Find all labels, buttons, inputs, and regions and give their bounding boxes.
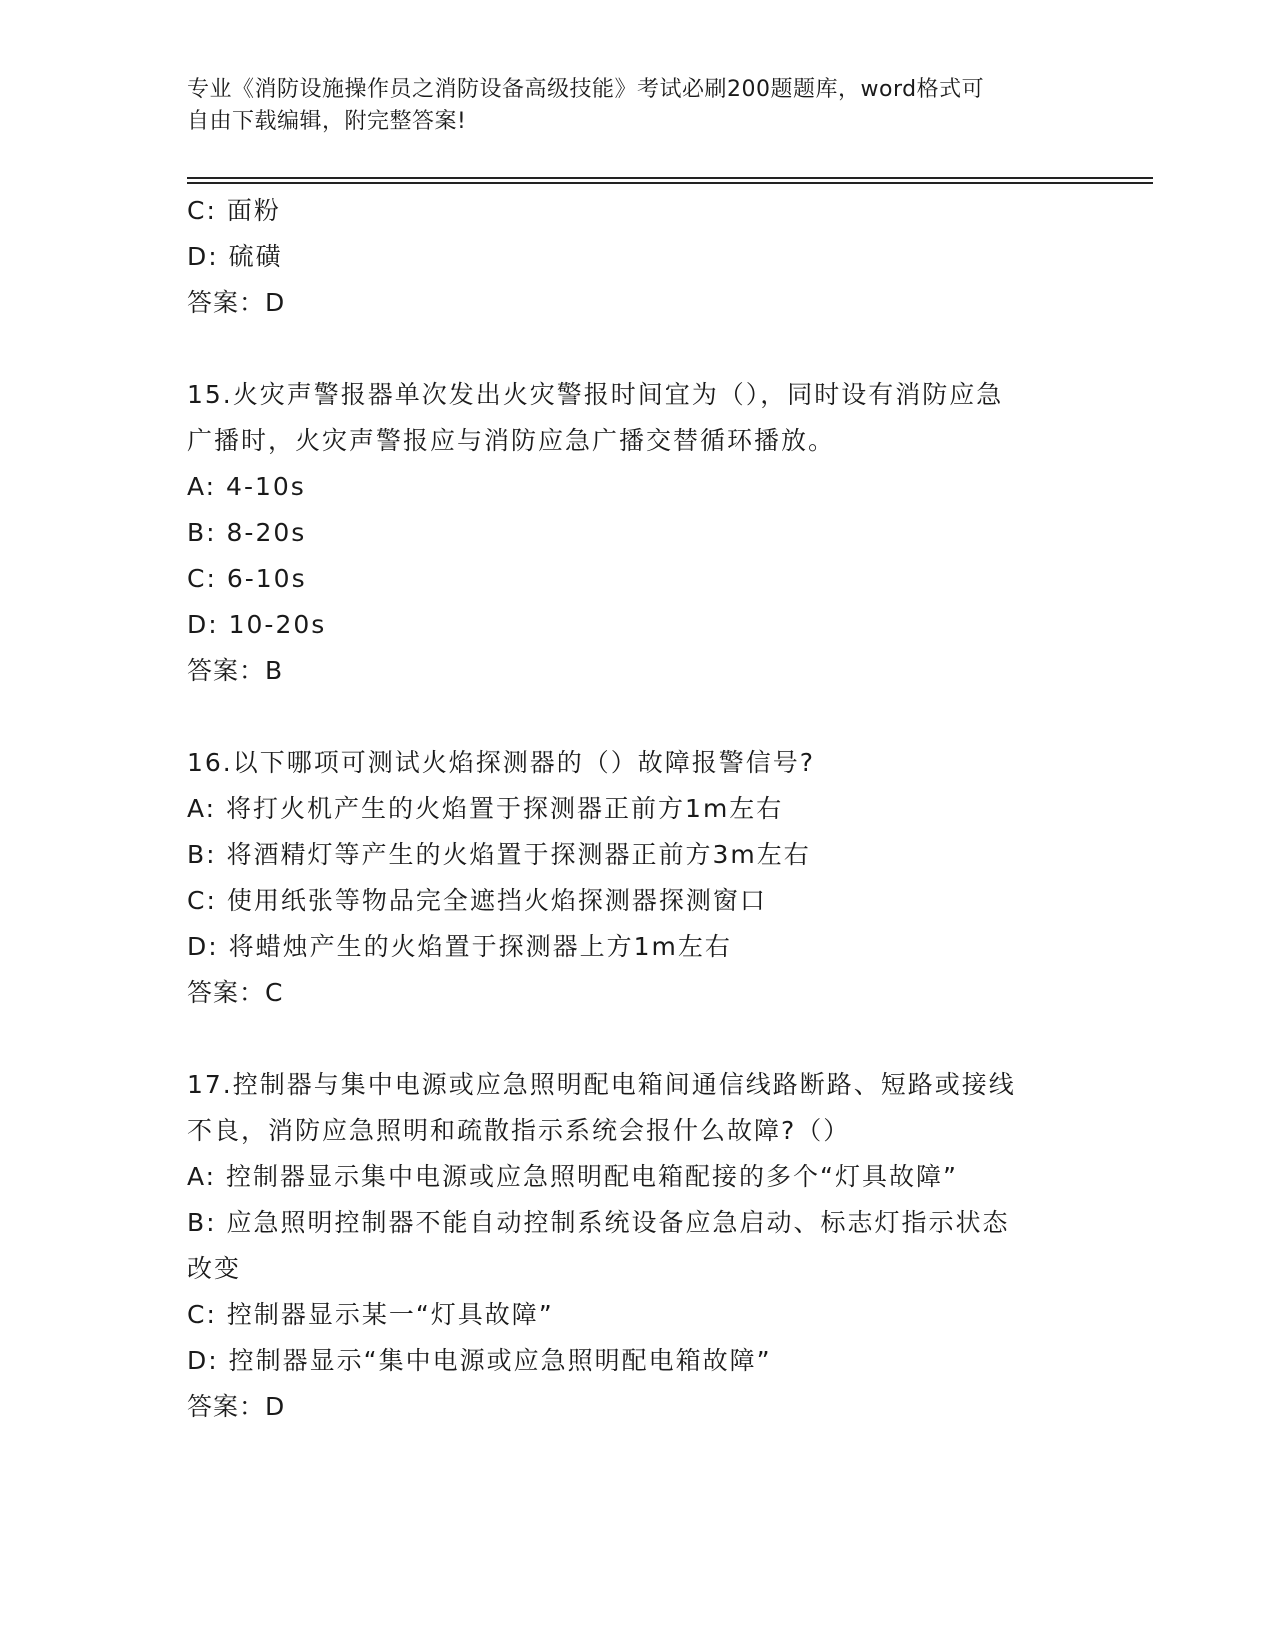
option-a: A: 4-10s bbox=[187, 472, 306, 501]
option-b-line-2: 改变 bbox=[187, 1254, 242, 1283]
question-17 bbox=[187, 1062, 1067, 1430]
document-header bbox=[187, 74, 1067, 138]
question-16 bbox=[187, 740, 1067, 1016]
spacer bbox=[187, 694, 1067, 740]
answer-line: 答案：C bbox=[187, 978, 284, 1007]
question-stem-line-2: 广播时，火灾声警报应与消防应急广播交替循环播放。 bbox=[187, 426, 836, 455]
option-c: C: 6-10s bbox=[187, 564, 307, 593]
spacer bbox=[187, 326, 1067, 372]
question-stem-line-1: 17.控制器与集中电源或应急照明配电箱间通信线路断路、短路或接线 bbox=[187, 1070, 1016, 1099]
option-d: D: 控制器显示“集中电源或应急照明配电箱故障” bbox=[187, 1346, 772, 1375]
spacer bbox=[187, 1016, 1067, 1062]
question-content bbox=[187, 188, 1067, 1430]
question-stem-line-1: 16.以下哪项可测试火焰探测器的（）故障报警信号? bbox=[187, 748, 816, 777]
option-b: B: 8-20s bbox=[187, 518, 307, 547]
option-a: A: 将打火机产生的火焰置于探测器正前方1m左右 bbox=[187, 794, 784, 823]
header-title-line-1: 专业《消防设施操作员之消防设备高级技能》考试必刷200题题库，word格式可 bbox=[187, 77, 985, 102]
option-d: D: 10-20s bbox=[187, 610, 327, 639]
option-c: C: 控制器显示某一“灯具故障” bbox=[187, 1300, 554, 1329]
header-divider-bottom bbox=[187, 182, 1153, 184]
question-stem-line-1: 15.火灾声警报器单次发出火灾警报时间宜为（），同时设有消防应急 bbox=[187, 380, 1004, 409]
option-b: B: 将酒精灯等产生的火焰置于探测器正前方3m左右 bbox=[187, 840, 811, 869]
header-divider-top bbox=[187, 177, 1153, 179]
question-14-tail bbox=[187, 188, 1067, 326]
question-stem-line-2: 不良，消防应急照明和疏散指示系统会报什么故障?（） bbox=[187, 1116, 851, 1145]
option-c: C: 使用纸张等物品完全遮挡火焰探测器探测窗口 bbox=[187, 886, 767, 915]
option-a: A: 控制器显示集中电源或应急照明配电箱配接的多个“灯具故障” bbox=[187, 1162, 958, 1191]
answer-line: 答案：B bbox=[187, 656, 284, 685]
question-15 bbox=[187, 372, 1067, 694]
option-d: D: 将蜡烛产生的火焰置于探测器上方1m左右 bbox=[187, 932, 732, 961]
option-d: D: 硫磺 bbox=[187, 242, 283, 271]
answer-line: 答案：D bbox=[187, 288, 286, 317]
option-c: C: 面粉 bbox=[187, 196, 281, 225]
answer-line: 答案：D bbox=[187, 1392, 286, 1421]
option-b-line-1: B: 应急照明控制器不能自动控制系统设备应急启动、标志灯指示状态 bbox=[187, 1208, 1010, 1237]
header-title-line-2: 自由下载编辑，附完整答案! bbox=[187, 109, 467, 134]
